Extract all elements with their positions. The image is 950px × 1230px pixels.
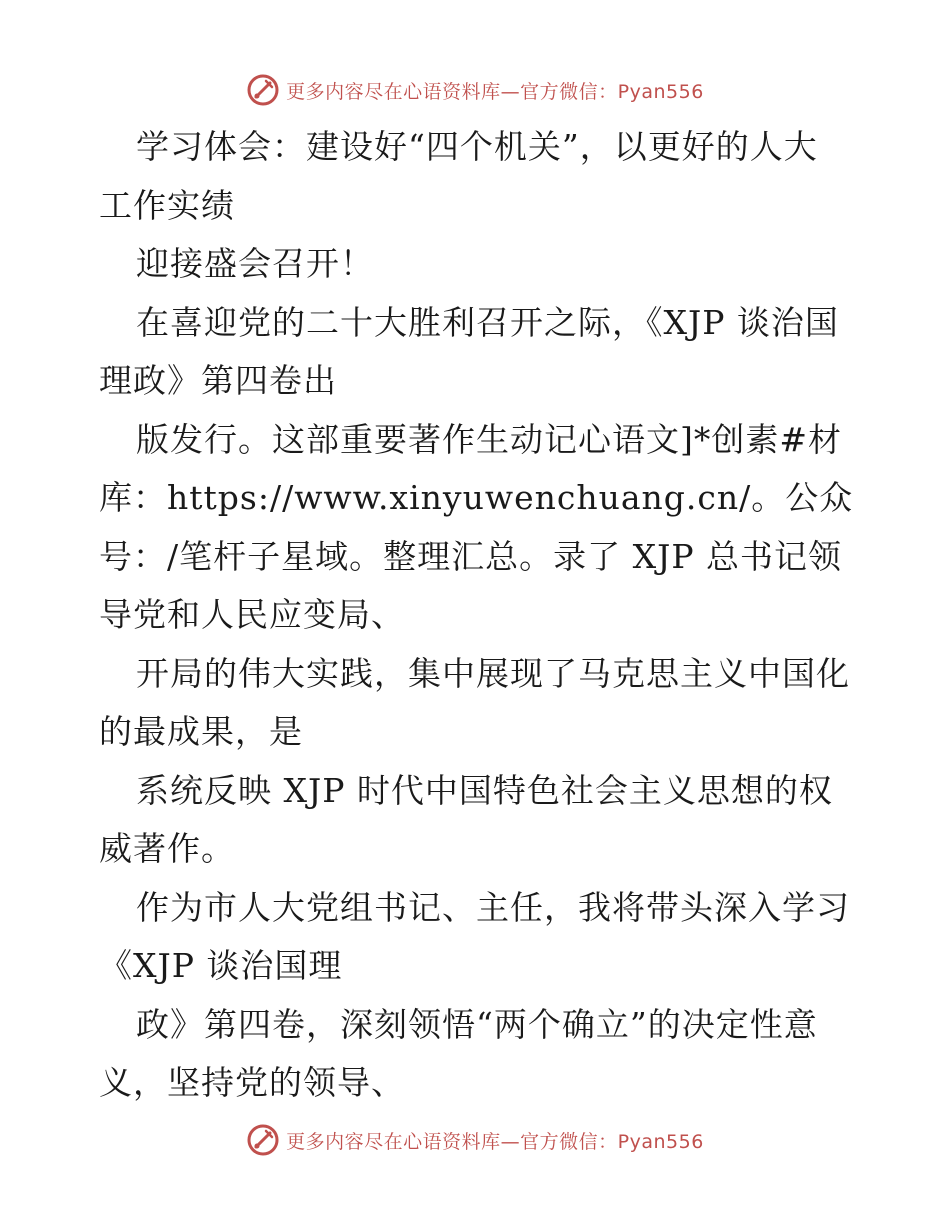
text-line: 工作实绩: [99, 185, 235, 225]
text-line: 迎接盛会召开！: [136, 244, 374, 283]
text-line: 《XJP 谈治国理: [99, 946, 343, 985]
text-line: 在喜迎党的二十大胜利召开之际，《XJP 谈治国: [136, 302, 839, 342]
text-line: 的最成果，是: [99, 712, 303, 751]
footer-banner: [0, 1120, 950, 1160]
logo-icon: [246, 1123, 280, 1157]
header-banner: [0, 70, 950, 110]
header-banner-text: 更多内容尽在心语资料库—官方微信：Pyan556: [286, 80, 704, 103]
text-line: 导党和人民应变局、: [99, 595, 405, 634]
text-line: 开局的伟大实践，集中展现了马克思主义中国化: [136, 653, 850, 693]
text-line: 理政》第四卷出: [99, 361, 337, 400]
text-line: 号：/笔杆子星域。整理汇总。录了 XJP 总书记领: [99, 536, 843, 576]
text-line: 作为市人大党组书记、主任，我将带头深入学习: [136, 887, 850, 927]
logo-icon: [246, 73, 280, 107]
text-line: 系统反映 XJP 时代中国特色社会主义思想的权: [136, 770, 833, 810]
text-line: 威著作。: [99, 829, 235, 868]
footer-banner-text: 更多内容尽在心语资料库—官方微信：Pyan556: [286, 1130, 704, 1153]
document-body: [99, 118, 859, 1113]
text-line: 政》第四卷，深刻领悟“两个确立”的决定性意: [136, 1004, 818, 1044]
text-line: 学习体会：建设好“四个机关”，以更好的人大: [136, 127, 818, 166]
text-line: 版发行。这部重要著作生动记心语文]*创素#材: [136, 419, 843, 459]
text-line: 库：https://www.xinyuwenchuang.cn/。公众: [99, 478, 854, 517]
text-line: 义，坚持党的领导、: [99, 1063, 405, 1102]
